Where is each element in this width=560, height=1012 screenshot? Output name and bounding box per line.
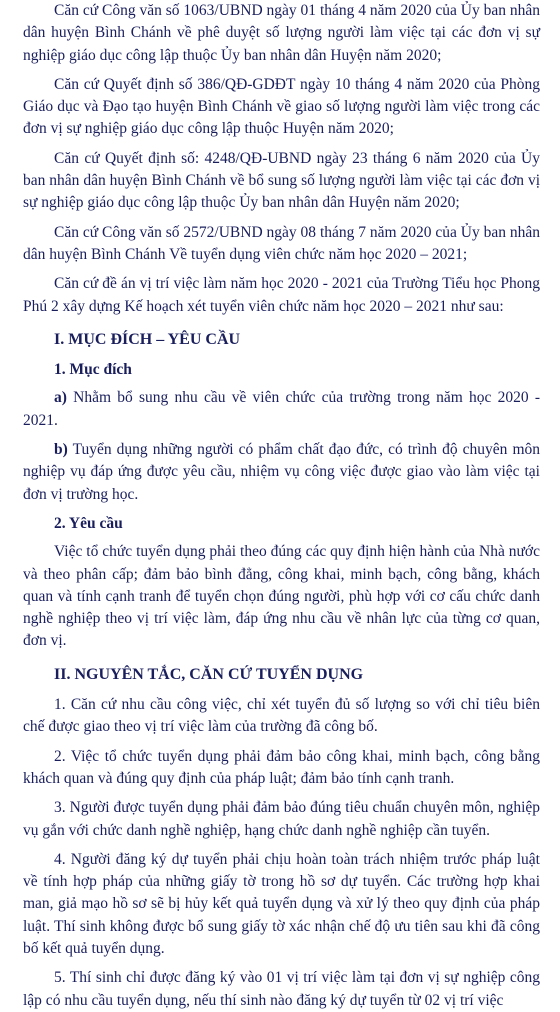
purpose-item-b-label: b) [54,441,68,459]
purpose-item-a-label: a) [54,389,67,407]
principle-item-2: 2. Việc tổ chức tuyển dụng phải đảm bảo công khai, minh bạch, công bằng khách quan và đúng quy định của pháp luật; đảm bảo tính cạnh tranh. [23,747,540,787]
principle-item-3: 3. Người được tuyển dụng phải đảm bảo đúng tiêu chuẩn chuyên môn, nghiệp vụ gắn với chức danh nghề nghiệp, hạng chức danh nghề nghiệp cần tuyển. [23,799,540,839]
principle-item-1: 1. Căn cứ nhu cầu công việc, chỉ xét tuyển đủ số lượng so với chỉ tiêu biên chế được giao theo vị trí việc làm của trường đã công bố. [23,696,540,736]
intro-paragraph-4: Căn cứ Công văn số 2572/UBND ngày 08 tháng 7 năm 2020 của Ủy ban nhân dân huyện Bình Chánh Về tuyển dụng viên chức năm học 2020 – 2021; [23,223,540,263]
section-1-sub-2-heading: 2. Yêu cầu [54,514,123,532]
principle-item-5: 5. Thí sinh chỉ được đăng ký vào 01 vị trí việc làm tại đơn vị sự nghiệp công lập có nhu cầu tuyển dụng, nếu thí sinh nào đăng ký dự tuyển từ 02 vị trí việc [23,969,540,1009]
section-2-heading: II. NGUYÊN TẮC, CĂN CỨ TUYỂN DỤNG [54,665,364,683]
purpose-item-b-text: Tuyển dụng những người có phẩm chất đạo đức, có trình độ chuyên môn nghiệp vụ đáp ứng được yêu cầu, nhiệm vụ công việc được giao vào làm việc tại đơn vị trường học. [23,441,540,503]
purpose-item-a [23,387,540,432]
requirement-paragraph: Việc tổ chức tuyển dụng phải theo đúng các quy định hiện hành của Nhà nước và theo phân cấp; đảm bảo bình đẳng, công khai, minh bạch, công bằng, khách quan và tính cạnh tranh để tuyển chọn đúng người, phù hợp với cơ cấu chức danh nghề nghiệp theo vị trí việc làm, đáp ứng nhu cầu về nhân lực của từng cơ quan, đơn vị. [23,543,540,650]
section-1-heading: I. MỤC ĐÍCH – YÊU CẦU [54,330,241,348]
purpose-item-a-text: Nhằm bổ sung nhu cầu về viên chức của trường trong năm học 2020 - 2021. [23,389,540,429]
principle-item-4: 4. Người đăng ký dự tuyển phải chịu hoàn toàn trách nhiệm trước pháp luật về tính hợp pháp của những giấy tờ trong hồ sơ dự tuyển. Các trường hợp khai man, giả mạo hồ sơ sẽ bị hủy kết quả tuyển dụng và xử lý theo quy định của pháp luật. Thí sinh không được bổ sung giấy tờ xác nhận chế độ ưu tiên sau khi đã công bố kết quả tuyển dụng. [23,850,540,957]
intro-paragraph-5: Căn cứ đề án vị trí việc làm năm học 2020 - 2021 của Trường Tiểu học Phong Phú 2 xây dựng Kế hoạch xét tuyển viên chức năm học 2020 – 2021 như sau: [23,275,540,315]
purpose-item-b [23,439,540,506]
intro-paragraph-1: Căn cứ Công văn số 1063/UBND ngày 01 tháng 4 năm 2020 của Ủy ban nhân dân huyện Bình Chánh về phê duyệt số lượng người làm việc tại các đơn vị sự nghiệp giáo dục công lập thuộc Ủy ban nhân dân Huyện năm 2020; [23,2,540,64]
intro-paragraph-3: Căn cứ Quyết định số: 4248/QĐ-UBND ngày 23 tháng 6 năm 2020 của Ủy ban nhân dân huyện Bình Chánh về bổ sung số lượng người làm việc tại các đơn vị sự nghiệp giáo dục công lập thuộc Ủy ban nhân dân Huyện năm 2020; [23,149,540,212]
intro-paragraph-2: Căn cứ Quyết định số 386/QĐ-GDĐT ngày 10 tháng 4 năm 2020 của Phòng Giáo dục và Đạo tạo huyện Bình Chánh về giao số lượng người làm việc trong các đơn vị sự nghiệp giáo dục công lập thuộc Huyện năm 2020; [23,75,540,138]
section-1-sub-1-heading: 1. Mục đích [54,361,132,379]
